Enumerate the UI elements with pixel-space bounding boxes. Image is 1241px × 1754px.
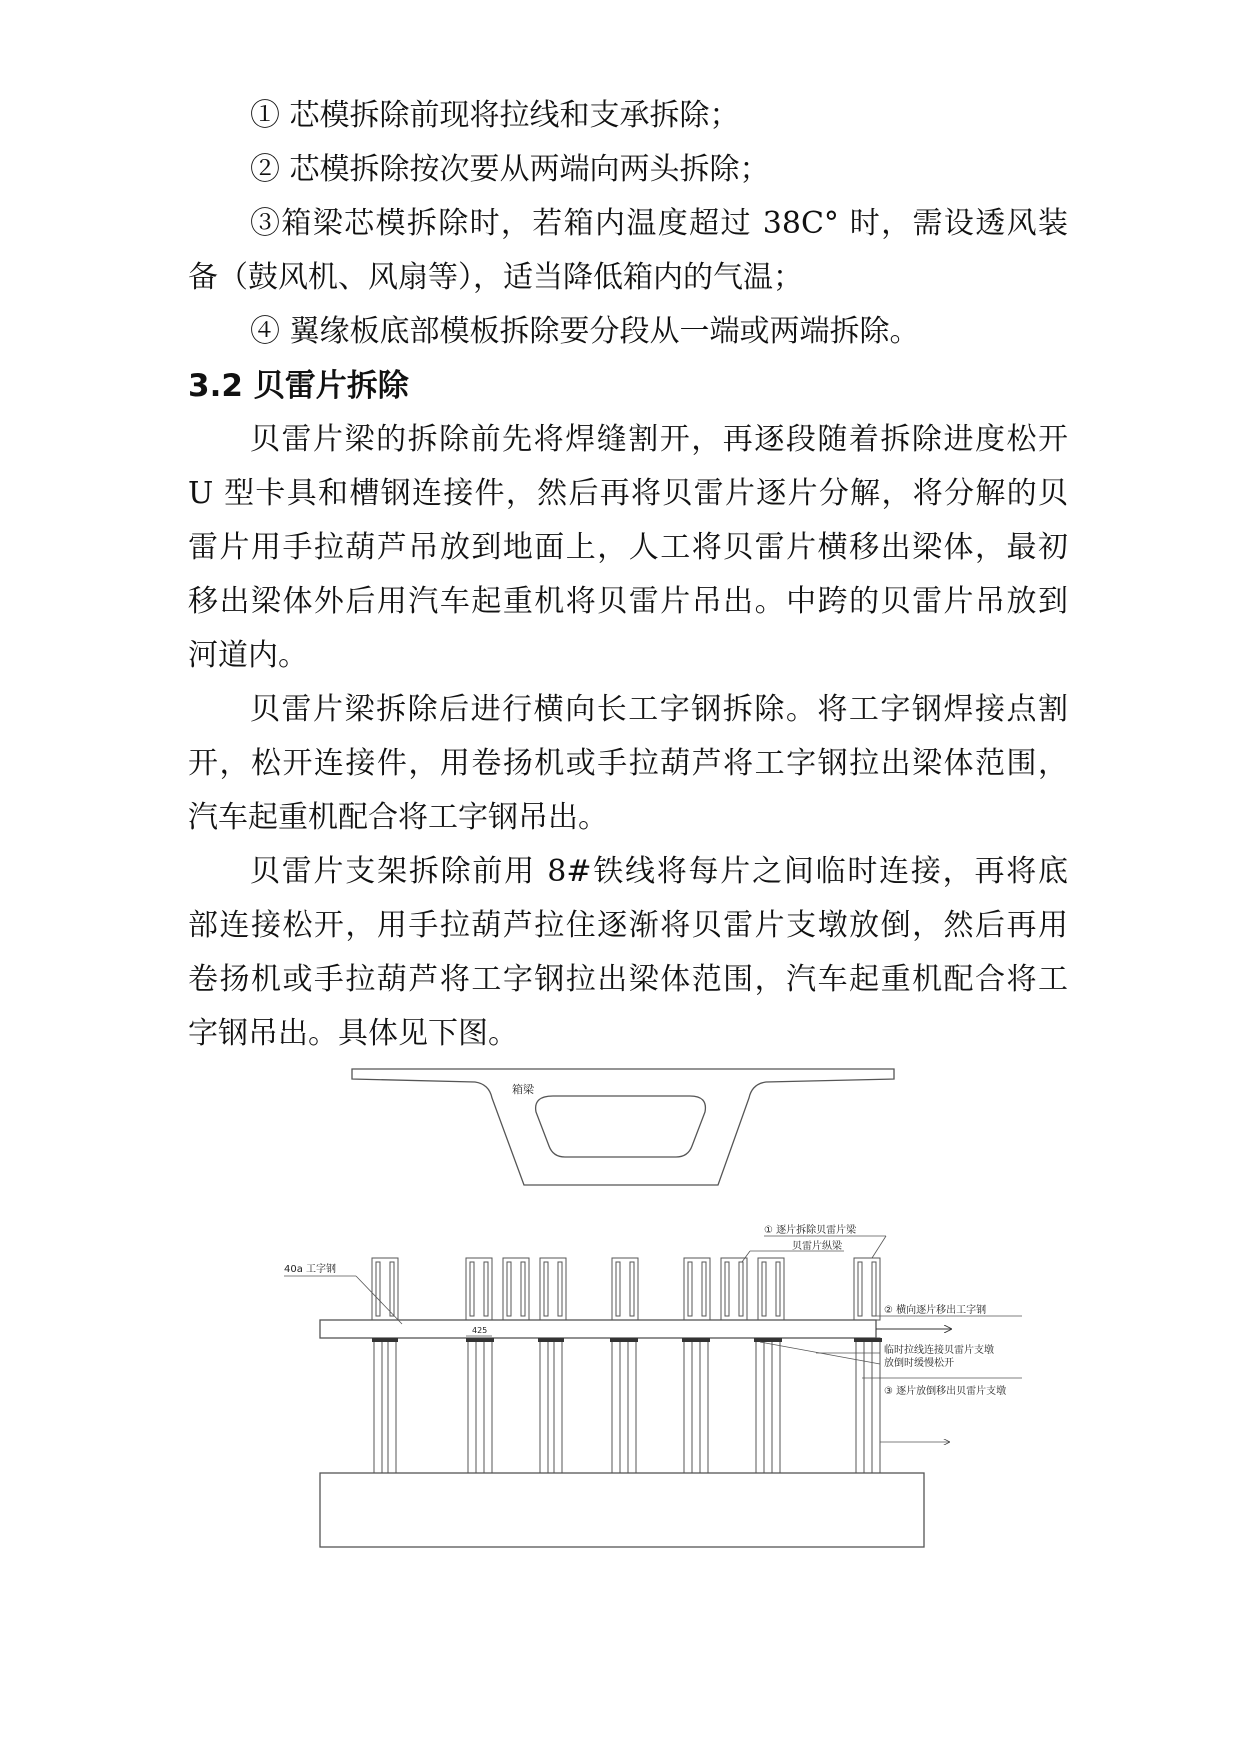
lower-bailey-piers [374,1338,880,1473]
paragraph-3-line-4: 字钢吊出。具体见下图。 [188,1016,518,1051]
paragraph-2-line-3: 汽车起重机配合将工字钢吊出。 [188,800,608,835]
i-beam-label: 40a 工字钢 [284,1264,337,1275]
paragraph-3-line-2: 部连接松开，用手拉葫芦拉住逐渐将贝雷片支墩放倒，然后再用 [188,908,1068,943]
annotation-temp-line-1: 临时拉线连接贝雷片支墩 [884,1345,994,1356]
box-girder-section [352,1069,894,1185]
dimension-label: 425 [472,1326,488,1335]
paragraph-1-line-3: 雷片用手拉葫芦吊放到地面上，人工将贝雷片横移出梁体，最初 [188,530,1068,565]
foundation [320,1473,924,1547]
annotation-topple-piers: ③ 逐片放倒移出贝雷片支墩 [884,1386,1007,1397]
annotation-temp-line-2: 放倒时缓慢松开 [884,1358,954,1369]
paragraph-3-line-3: 卷扬机或手拉葫芦将工字钢拉出梁体范围，汽车起重机配合将工 [188,962,1068,997]
annotation-move-i-beam: ② 横向逐片移出工字钢 [884,1305,987,1316]
paragraph-1-line-2: U 型卡具和槽钢连接件，然后再将贝雷片逐片分解，将分解的贝 [188,476,1068,511]
box-girder-label: 箱梁 [512,1083,534,1096]
list-item-3-continued: 备（鼓风机、风扇等），适当降低箱内的气温； [188,260,803,295]
paragraph-3-line-1: 贝雷片支架拆除前用 8#铁线将每片之间临时连接，再将底 [250,854,1068,889]
paragraph-1-line-5: 河道内。 [188,638,308,673]
i-beam [320,1320,876,1338]
list-item-3: ③箱梁芯模拆除时，若箱内温度超过 38C° 时，需设透风装 [250,206,1068,241]
list-item-4: ④ 翼缘板底部模板拆除要分段从一端或两端拆除。 [250,314,920,349]
list-item-2: ② 芯模拆除按次要从两端向两头拆除； [250,152,770,187]
paragraph-1-line-4: 移出梁体外后用汽车起重机将贝雷片吊出。中跨的贝雷片吊放到 [188,584,1068,619]
paragraph-2-line-2: 开，松开连接件，用卷扬机或手拉葫芦将工字钢拉出梁体范围， [188,746,1068,781]
upper-bailey-panels [372,1258,880,1320]
annotation-remove-panels: ① 逐片拆除贝雷片梁 [764,1225,857,1236]
paragraph-2-line-1: 贝雷片梁拆除后进行横向长工字钢拆除。将工字钢焊接点割 [250,692,1068,727]
annotation-longitudinal-beam: 贝雷片纵梁 [792,1241,842,1252]
section-heading: 3.2 贝雷片拆除 [188,368,409,404]
list-item-1: ① 芯模拆除前现将拉线和支承拆除； [250,98,740,133]
paragraph-1-line-1: 贝雷片梁的拆除前先将焊缝割开，再逐段随着拆除进度松开 [250,422,1068,457]
